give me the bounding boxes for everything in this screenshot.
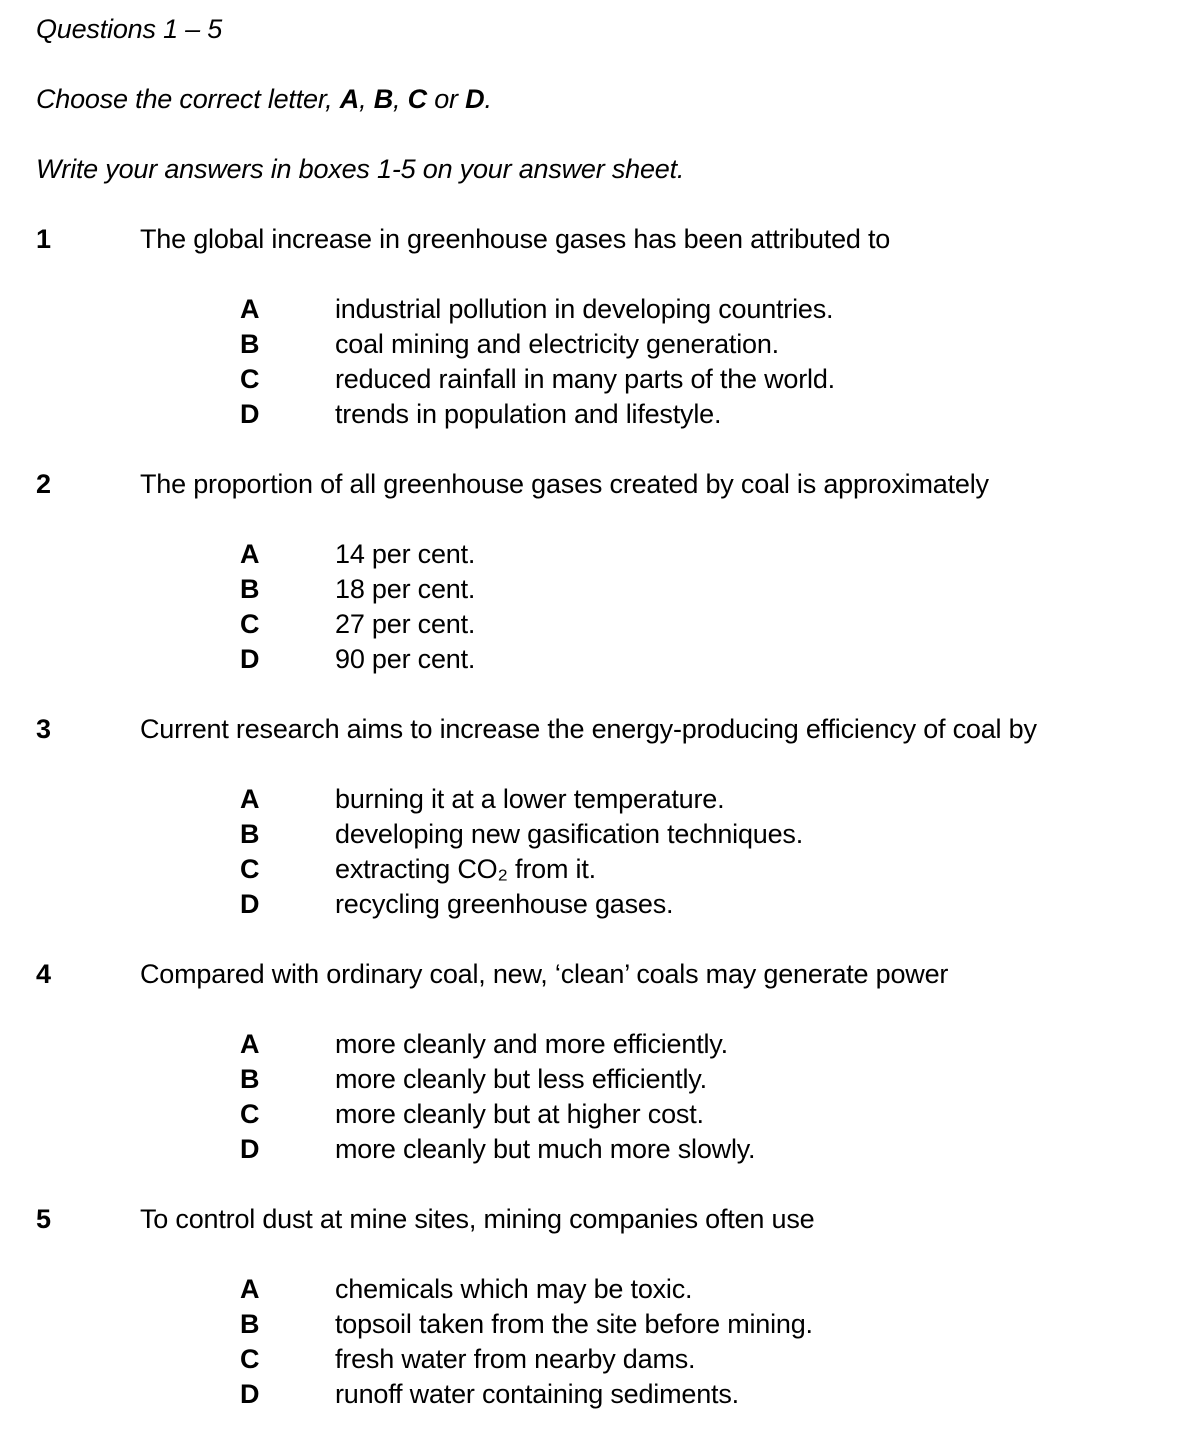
option-text: reduced rainfall in many parts of the world. (335, 364, 835, 394)
options-list (36, 1027, 1171, 1167)
question-5 (36, 1202, 1171, 1412)
option-row (36, 887, 1171, 922)
option-row (36, 852, 1171, 887)
question-number: 1 (36, 224, 51, 254)
options-list (36, 292, 1171, 432)
choose-letter-c: C (407, 84, 427, 114)
option-text: 27 per cent. (335, 609, 476, 639)
option-text: more cleanly and more efficiently. (335, 1029, 728, 1059)
option-text: industrial pollution in developing countries. (335, 294, 834, 324)
option-letter: A (240, 1274, 260, 1304)
option-text: chemicals which may be toxic. (335, 1274, 693, 1304)
options-list (36, 537, 1171, 677)
option-letter: D (240, 1134, 260, 1164)
option-text: 18 per cent. (335, 574, 476, 604)
option-text: extracting CO₂ from it. (335, 854, 596, 884)
option-letter: B (240, 574, 260, 604)
choose-sep-bc: , (393, 84, 408, 114)
option-letter: B (240, 1309, 260, 1339)
option-row (36, 607, 1171, 642)
option-text: more cleanly but less efficiently. (335, 1064, 707, 1094)
choose-instruction-suffix: . (484, 84, 492, 114)
option-letter: B (240, 329, 260, 359)
option-letter: C (240, 609, 260, 639)
question-stem: The proportion of all greenhouse gases created by coal is approximately (140, 469, 989, 499)
option-text: 90 per cent. (335, 644, 476, 674)
option-letter: A (240, 294, 260, 324)
option-row (36, 1307, 1171, 1342)
section-header (36, 12, 1171, 187)
option-row (36, 362, 1171, 397)
option-text: 14 per cent. (335, 539, 476, 569)
option-text: fresh water from nearby dams. (335, 1344, 696, 1374)
question-number: 5 (36, 1204, 51, 1234)
option-row (36, 1097, 1171, 1132)
options-list (36, 782, 1171, 922)
option-row (36, 1062, 1171, 1097)
option-letter: A (240, 784, 260, 814)
option-letter: D (240, 889, 260, 919)
options-list (36, 1272, 1171, 1412)
option-text: more cleanly but much more slowly. (335, 1134, 756, 1164)
option-letter: C (240, 364, 260, 394)
option-letter: B (240, 1064, 260, 1094)
question-stem: The global increase in greenhouse gases has been attributed to (140, 224, 891, 254)
question-3 (36, 712, 1171, 922)
write-instruction: Write your answers in boxes 1-5 on your answer sheet. (36, 154, 685, 184)
option-row (36, 642, 1171, 677)
option-row (36, 1342, 1171, 1377)
option-text: developing new gasification techniques. (335, 819, 804, 849)
option-letter: C (240, 1099, 260, 1129)
option-row (36, 782, 1171, 817)
option-row (36, 327, 1171, 362)
option-text: burning it at a lower temperature. (335, 784, 725, 814)
option-text: recycling greenhouse gases. (335, 889, 674, 919)
option-letter: C (240, 1344, 260, 1374)
choose-instruction-prefix: Choose the correct letter, (36, 84, 340, 114)
option-row (36, 572, 1171, 607)
choose-sep-ab: , (359, 84, 374, 114)
question-number: 2 (36, 469, 51, 499)
option-row (36, 1132, 1171, 1167)
option-text: topsoil taken from the site before mining. (335, 1309, 813, 1339)
question-stem: Current research aims to increase the energy-producing efficiency of coal by (140, 714, 1037, 744)
choose-letter-d: D (465, 84, 485, 114)
section-title: Questions 1 – 5 (36, 14, 223, 44)
option-row (36, 397, 1171, 432)
option-letter: D (240, 399, 260, 429)
option-text: runoff water containing sediments. (335, 1379, 739, 1409)
option-text: more cleanly but at higher cost. (335, 1099, 704, 1129)
option-letter: D (240, 644, 260, 674)
question-1 (36, 222, 1171, 432)
option-row (36, 537, 1171, 572)
option-row (36, 1272, 1171, 1307)
option-row (36, 1377, 1171, 1412)
option-row (36, 817, 1171, 852)
choose-letter-b: B (373, 84, 393, 114)
option-letter: B (240, 819, 260, 849)
question-4 (36, 957, 1171, 1167)
option-row (36, 1027, 1171, 1062)
option-letter: A (240, 1029, 260, 1059)
question-number: 3 (36, 714, 51, 744)
option-letter: C (240, 854, 260, 884)
option-letter: A (240, 539, 260, 569)
option-row (36, 292, 1171, 327)
choose-instruction (36, 82, 1171, 117)
option-letter: D (240, 1379, 260, 1409)
choose-letter-a: A (339, 84, 360, 114)
question-2 (36, 467, 1171, 677)
option-text: coal mining and electricity generation. (335, 329, 779, 359)
question-number: 4 (36, 959, 51, 989)
question-stem: Compared with ordinary coal, new, ‘clean’ coals may generate power (140, 959, 949, 989)
option-text: trends in population and lifestyle. (335, 399, 722, 429)
choose-sep-cd: or (426, 84, 466, 114)
question-stem: To control dust at mine sites, mining companies often use (140, 1204, 815, 1234)
